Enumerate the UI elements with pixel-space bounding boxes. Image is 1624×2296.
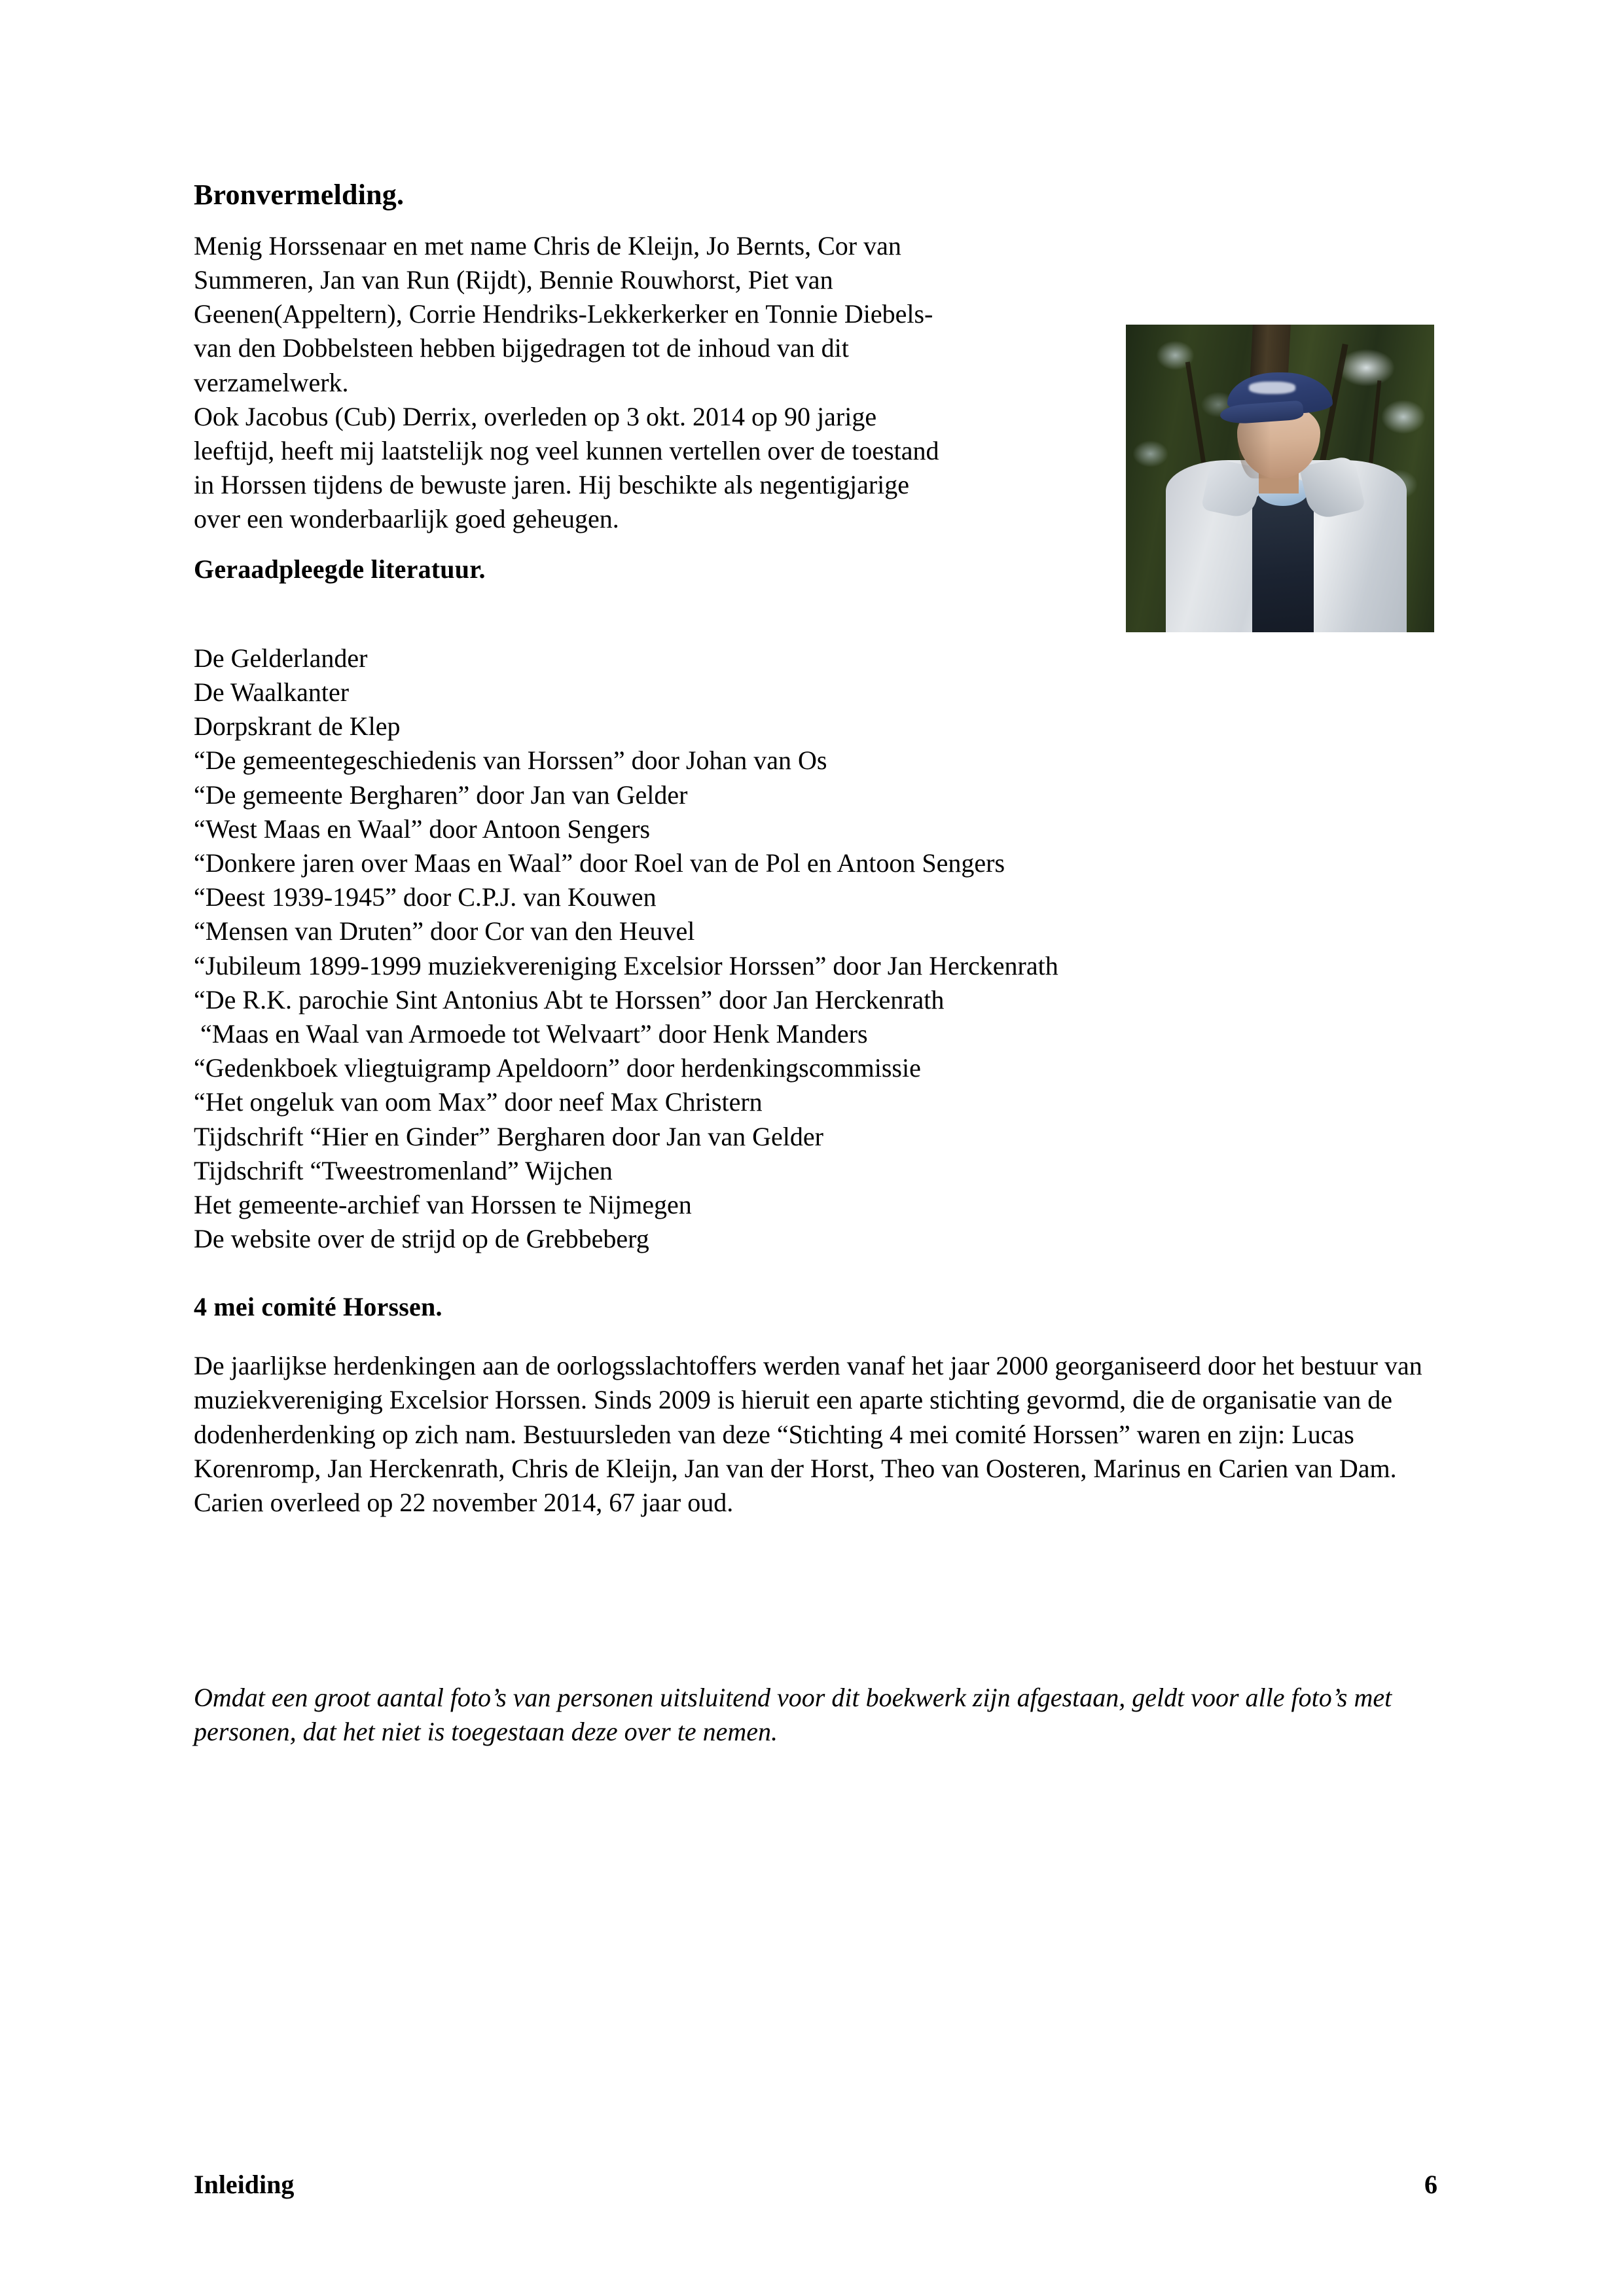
list-item: “De gemeentegeschiedenis van Horssen” door Johan van Os xyxy=(194,745,827,776)
list-item: “Donkere jaren over Maas en Waal” door Roel van de Pol en Antoon Sengers xyxy=(194,848,1005,878)
photo-subject-cap-logo xyxy=(1249,382,1295,394)
page-content xyxy=(194,178,1437,1749)
list-item: De Waalkanter xyxy=(194,677,350,708)
committee-paragraph: De jaarlijkse herdenkingen aan de oorlogsslachtoffers werden vanaf het jaar 2000 georganiseerd door het bestuur van muziekvereniging Excelsior Horssen. Sinds 2009 is hieruit een aparte stichting gevormd, die de organisatie van de dodenherdenking op zich nam. Bestuursleden van deze “Stichting 4 mei comité Horssen” waren en zijn: Lucas Korenromp, Jan Herckenrath, Chris de Kleijn, Jan van der Horst, Theo van Oosteren, Marinus en Carien van Dam. Carien overleed op 22 november 2014, 67 jaar oud. xyxy=(194,1351,1422,1518)
list-item: “Deest 1939-1945” door C.P.J. van Kouwen xyxy=(194,882,657,912)
footer-chapter-label: Inleiding xyxy=(194,2170,295,2199)
list-item: De Gelderlander xyxy=(194,643,368,673)
list-item: Tijdschrift “Tweestromenland” Wijchen xyxy=(194,1155,613,1185)
list-item: “Het ongeluk van oom Max” door neef Max Christern xyxy=(194,1087,763,1117)
photo-subject-sweater xyxy=(1252,488,1314,632)
list-item: Tijdschrift “Hier en Ginder” Bergharen door Jan van Gelder xyxy=(194,1121,823,1151)
intro-paragraph-2: Ook Jacobus (Cub) Derrix, overleden op 3 okt. 2014 op 90 jarige leeftijd, heeft mij laatstelijk nog veel kunnen vertellen over de toestand in Horssen tijdens de bewuste jaren. Hij beschikte als negentigjarige over een wonderbaarlijk goed geheugen. xyxy=(194,401,939,534)
portrait-photo xyxy=(1126,325,1434,632)
list-item: “Jubileum 1899-1999 muziekvereniging Excelsior Horssen” door Jan Herckenrath xyxy=(194,950,1058,980)
list-item: “West Maas en Waal” door Antoon Sengers xyxy=(194,814,651,844)
list-item: “Maas en Waal van Armoede tot Welvaart” door Henk Manders xyxy=(194,1018,868,1049)
list-item: “Mensen van Druten” door Cor van den Heuvel xyxy=(194,916,695,946)
intro-block xyxy=(194,229,1437,537)
literature-list xyxy=(194,641,1437,1256)
list-item: “De gemeente Bergharen” door Jan van Gelder xyxy=(194,780,688,810)
heading-geraadpleegde-literatuur: Geraadpleegde literatuur. xyxy=(194,554,486,584)
intro-text-column xyxy=(194,229,953,537)
page-footer xyxy=(194,2169,1437,2200)
heading-4-mei-comite-horssen: 4 mei comité Horssen. xyxy=(194,1292,442,1322)
footer-page-number: 6 xyxy=(1424,2170,1437,2199)
list-item: “Gedenkboek vliegtuigramp Apeldoorn” door herdenkingscommissie xyxy=(194,1053,921,1083)
list-item: “De R.K. parochie Sint Antonius Abt te Horssen” door Jan Herckenrath xyxy=(194,984,945,1014)
tree-branch xyxy=(1367,380,1381,473)
intro-paragraph-1: Menig Horssenaar en met name Chris de Kleijn, Jo Bernts, Cor van Summeren, Jan van Run (Rijdt), Bennie Rouwhorst, Piet van Geenen(Appeltern), Corrie Hendriks-Lekkerkerker en Tonnie Diebels-van den Dobbelsteen hebben bijgedragen tot de inhoud van dit verzamelwerk. xyxy=(194,230,933,397)
copyright-note: Omdat een groot aantal foto’s van personen uitsluitend voor dit boekwerk zijn afgestaan, geldt voor alle foto’s met personen, dat het niet is toegestaan deze over te nemen. xyxy=(194,1683,1392,1747)
heading-bronvermelding: Bronvermelding. xyxy=(194,179,405,211)
list-item: Het gemeente-archief van Horssen te Nijmegen xyxy=(194,1189,692,1219)
tree-branch xyxy=(1185,362,1206,472)
list-item: De website over de strijd op de Grebbeberg xyxy=(194,1224,649,1254)
list-item: Dorpskrant de Klep xyxy=(194,711,401,742)
